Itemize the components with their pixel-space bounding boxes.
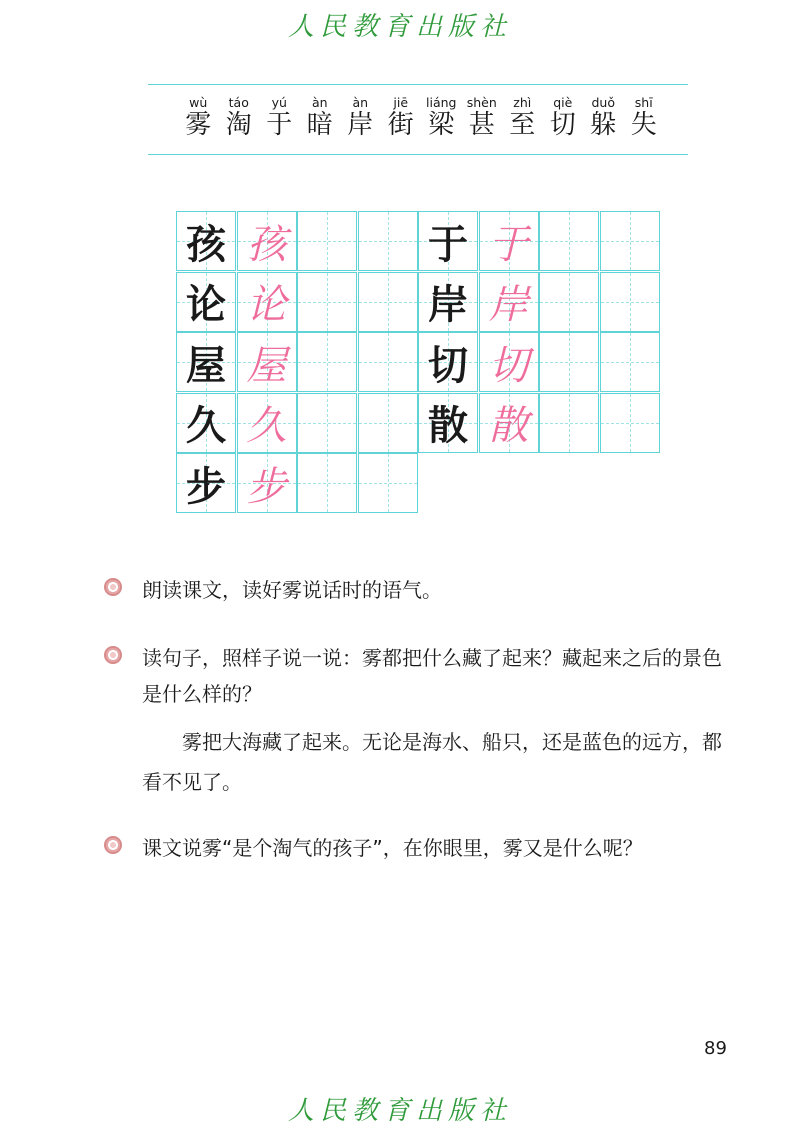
grid-cell (237, 453, 297, 513)
exercise-3 (104, 830, 744, 866)
pinyin: zhì (513, 95, 532, 110)
grid-cell (539, 332, 599, 392)
grid-cell (600, 272, 660, 332)
vocab-word (381, 94, 422, 139)
hanzi: 切 (549, 110, 576, 140)
vocab-top-rule (148, 84, 688, 85)
trace-character: 孩 (246, 221, 287, 268)
model-character: 散 (428, 403, 468, 449)
hanzi: 失 (630, 110, 657, 140)
vocab-bottom-rule (148, 154, 688, 155)
trace-character: 久 (246, 403, 287, 449)
vocab-list (178, 94, 664, 139)
model-character: 步 (186, 463, 226, 510)
grid-cell (358, 453, 418, 513)
hanzi: 街 (387, 110, 414, 140)
hanzi: 于 (266, 110, 293, 140)
grid-cell (479, 332, 539, 392)
grid-cell (297, 453, 357, 513)
trace-character: 论 (246, 282, 287, 328)
grid-cell (176, 393, 236, 453)
trace-character: 步 (246, 463, 287, 510)
grid-cell (600, 393, 660, 453)
grid-cell (237, 332, 297, 392)
grid-cell (237, 211, 297, 271)
exercise-bullet-icon (104, 646, 122, 664)
grid-cell (418, 211, 478, 271)
hanzi: 躲 (590, 110, 617, 140)
writing-grid (176, 211, 662, 517)
hanzi: 甚 (468, 110, 495, 140)
grid-cell (479, 211, 539, 271)
pinyin: àn (352, 95, 369, 110)
grid-cell (418, 393, 478, 453)
vocab-word (462, 94, 503, 139)
grid-cell (297, 211, 357, 271)
exercise-2 (104, 640, 744, 802)
vocab-box (148, 84, 688, 156)
grid-cell (479, 393, 539, 453)
model-character: 久 (186, 403, 226, 449)
grid-cell (479, 272, 539, 332)
exercise-text: 课文说雾“是个淘气的孩子”，在你眼里，雾又是什么呢？ (142, 836, 643, 860)
vocab-word (219, 94, 260, 139)
grid-cell (176, 332, 236, 392)
model-character: 论 (186, 282, 226, 328)
model-character: 切 (428, 342, 468, 389)
trace-character: 屋 (246, 342, 287, 389)
grid-cell (237, 393, 297, 453)
grid-cell (358, 393, 418, 453)
pinyin: qiè (553, 95, 573, 110)
grid-cell (176, 453, 236, 513)
model-character: 于 (428, 221, 468, 268)
grid-cell (297, 272, 357, 332)
grid-cell (539, 393, 599, 453)
vocab-word (583, 94, 624, 139)
hanzi: 梁 (428, 110, 455, 140)
vocab-word (340, 94, 381, 139)
hanzi: 至 (509, 110, 536, 140)
vocab-word (421, 94, 462, 139)
pinyin: liáng (426, 95, 457, 110)
exercise-text: 朗读课文，读好雾说话时的语气。 (142, 578, 442, 602)
pinyin: táo (228, 95, 249, 110)
publisher-logo-top: 人民教育出版社 (287, 12, 512, 42)
exercise-bullet-icon (104, 578, 122, 596)
model-character: 岸 (428, 282, 468, 328)
trace-character: 散 (488, 403, 529, 449)
grid-cell (176, 211, 236, 271)
page-number: 89 (704, 1038, 727, 1059)
vocab-word (543, 94, 584, 139)
grid-cell (176, 272, 236, 332)
grid-cell (600, 332, 660, 392)
pinyin: shī (634, 95, 653, 110)
hanzi: 雾 (185, 110, 212, 140)
hanzi: 岸 (347, 110, 374, 140)
model-character: 孩 (186, 221, 226, 268)
pinyin: wù (189, 95, 208, 110)
grid-cell (358, 211, 418, 271)
trace-character: 岸 (488, 282, 529, 328)
vocab-word (178, 94, 219, 139)
pinyin: duǒ (591, 95, 615, 110)
exercise-1 (104, 572, 744, 608)
model-character: 屋 (186, 342, 226, 389)
grid-cell (539, 211, 599, 271)
pinyin: àn (311, 95, 328, 110)
vocab-word (502, 94, 543, 139)
grid-cell (539, 272, 599, 332)
vocab-word (300, 94, 341, 139)
grid-cell (358, 332, 418, 392)
grid-cell (297, 332, 357, 392)
grid-cell (297, 393, 357, 453)
grid-cell (237, 272, 297, 332)
exercise-bullet-icon (104, 836, 122, 854)
pinyin: shèn (466, 95, 497, 110)
trace-character: 切 (488, 342, 529, 389)
pinyin: jiē (393, 95, 409, 110)
pinyin: yú (271, 95, 287, 110)
vocab-word (624, 94, 665, 139)
publisher-logo-bottom: 人民教育出版社 (287, 1096, 512, 1126)
hanzi: 暗 (306, 110, 333, 140)
grid-cell (600, 211, 660, 271)
grid-cell (418, 272, 478, 332)
example-sentence: 雾把大海藏了起来。无论是海水、船只，还是蓝色的远方，都看不见了。 (142, 730, 722, 794)
grid-cell (418, 332, 478, 392)
vocab-word (259, 94, 300, 139)
hanzi: 淘 (225, 110, 252, 140)
exercise-text: 读句子，照样子说一说：雾都把什么藏了起来？藏起来之后的景色是什么样的？ (142, 646, 722, 706)
grid-cell (358, 272, 418, 332)
trace-character: 于 (488, 221, 529, 268)
